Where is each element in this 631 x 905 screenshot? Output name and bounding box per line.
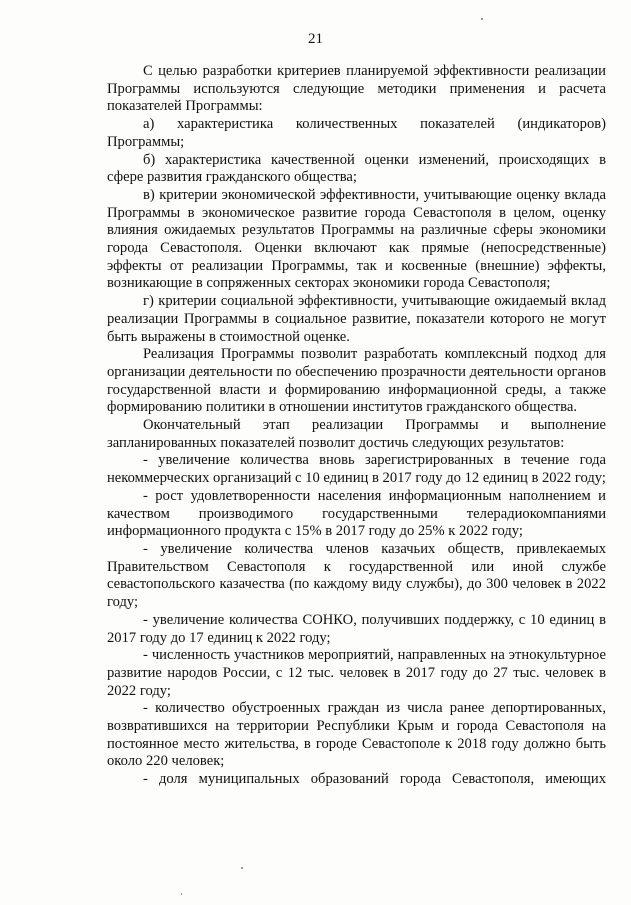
result-item-nko: - увеличение количества вновь зарегистрированных в течение года некоммерческих организаций с 10 единиц в 2017 году до 12 единиц в 2022 году; <box>107 452 606 487</box>
paragraph-item-a: а) характеристика количественных показателей (индикаторов) Программы; <box>107 116 606 150</box>
paragraph-item-d: г) критерии социальной эффективности, учитывающие ожидаемый вклад реализации Программы в социальное развитие, показатели которого не могут быть выражены в стоимостной оценке. <box>107 293 606 345</box>
page-number: 21 <box>308 31 323 47</box>
paragraph-final-stage: Окончательный этап реализации Программы и выполнение запланированных показателей позволит достичь следующих результатов: <box>107 417 606 451</box>
scan-speck <box>241 867 243 869</box>
paragraph-item-b: б) характеристика качественной оценки изменений, происходящих в сфере развития гражданского общества; <box>107 151 606 186</box>
result-item-municipal: - доля муниципальных образований города Севастополя, имеющих <box>143 771 606 788</box>
paragraph-implementation: Реализация Программы позволит разработать комплексный подход для организации деятельности по обеспечению прозрачности деятельности органов государственной власти и формированию информационной среды, а также формированию политики в отношении институтов гражданского общества. <box>107 346 606 416</box>
result-item-deported: - количество обустроенных граждан из числа ранее депортированных, возвратившихся на территории Республики Крым и города Севастополя на постоянное место жительства, в городе Севастополе к 2018 году должно быть около 220 человек; <box>107 700 606 770</box>
result-item-satisfaction: - рост удовлетворенности населения информационным наполнением и качеством производимого государственными телерадиокомпаниями информационного продукта с 15% в 2017 году до 25% к 2022 году; <box>107 487 606 540</box>
document-body <box>107 63 606 789</box>
paragraph-item-c: в) критерии экономической эффективности, учитывающие оценку вклада Программы в экономическое развитие города Севастополя в целом, оценку влияния ожидаемых результатов Программы на различные сферы экономики города Севастополя. Оценки включают как прямые (непосредственные) эффекты от реализации Программы, так и косвенные (внешние) эффекты, возникающие в сопряженных секторах экономики города Севастополя; <box>107 186 606 292</box>
paragraph-intro: С целью разработки критериев планируемой эффективности реализации Программы используются следующие методики применения и расчета показателей Программы: <box>107 63 606 115</box>
scan-speck <box>181 893 182 895</box>
result-item-ethnocultural: - численность участников мероприятий, направленных на этнокультурное развитие народов России, с 12 тыс. человек в 2017 году до 27 тыс. человек в 2022 году; <box>107 647 606 699</box>
result-item-cossacks: - увеличение количества членов казачьих обществ, привлекаемых Правительством Севастополя к государственной или иной службе севастопольского казачества (по каждому виду службы), до 300 человек в 2022 году; <box>107 540 606 611</box>
result-item-sonko: - увеличение количества СОНКО, получивших поддержку, с 10 единиц в 2017 году до 17 единиц к 2022 году; <box>107 611 606 646</box>
scan-speck <box>481 18 483 20</box>
